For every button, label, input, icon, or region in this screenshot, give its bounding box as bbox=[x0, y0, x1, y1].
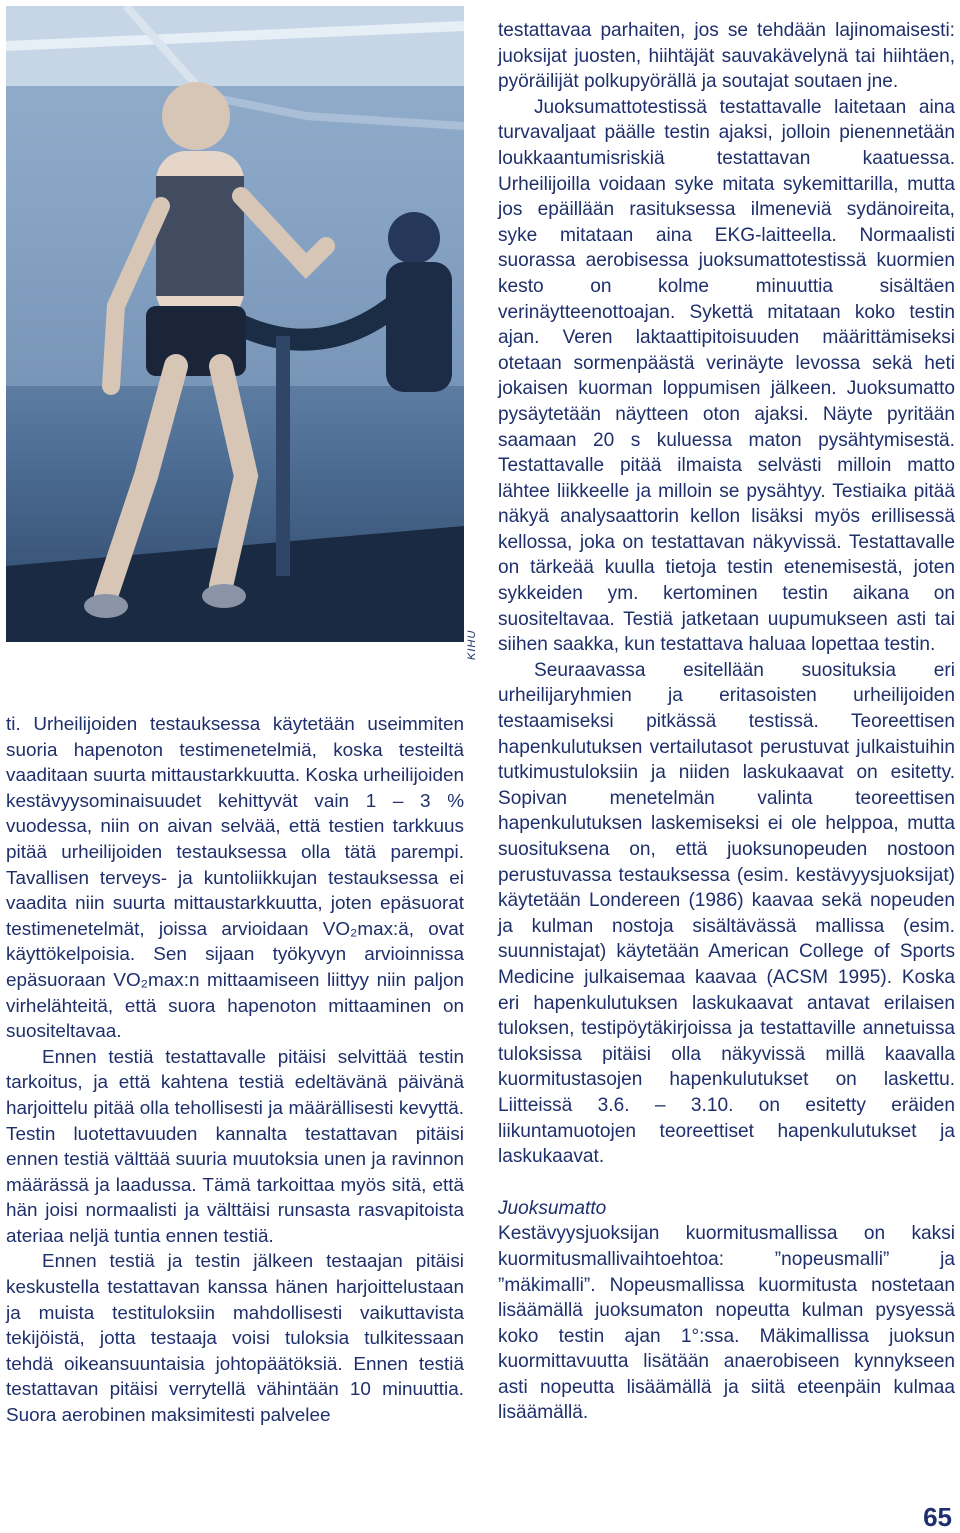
treadmill-test-photo bbox=[6, 6, 464, 642]
paragraph: testattavaa parhaiten, jos se tehdään lajinomaisesti: juoksijat juosten, hiihtäjät sauvakävelynä tai hiihtäen, pyöräilijät polkupyörällä ja soutajat soutaen jne. bbox=[498, 20, 955, 93]
section-subheading: Juoksumatto bbox=[498, 1197, 607, 1219]
paragraph: Ennen testiä testattavalle pitäisi selvittää testin tarkoitus, ja että kahtena testiä edeltävänä päivänä harjoittelu pitää olla tehollisesti ja määrällisesti kevyttä. Testin luotettavuuden kannalta testattavan pitäisi ennen testiä välttää suuria muutoksia unen ja ravinnon määrässä ja laadussa. Tämä tarkoittaa myös sitä, että hän joisi normaalisti ja välttäisi runsasta rasvapitoista ateriaa neljä tuntia ennen testiä. bbox=[6, 1046, 464, 1247]
paragraph: ti. Urheilijoiden testauksessa käytetään useimmiten suoria hapenoton testimenetelmiä, koska testeiltä vaaditaan suurta mittaustarkkuutta. Koska urheilijoiden kestävyysominaisuudet kehittyvät vain 1 – 3 % vuodessa, niin on aivan selvää, että testien tarkkuus pitää urheilijoiden testauksessa olla tätä parempi. Tavallisen terveys- ja kuntoliikkujan testauksessa ei vaadita niin suurta mittaustarkkuutta, joten epäsuorat testimenetelmät, joissa arvioidaan VO₂max:ä, ovat käyttökelpoisia. Sen sijaan työkyvyn arvioinnissa epäsuoraan VO₂max:n mittaamiseen liittyy niin paljon virhelähteitä, että suora hapenoton mittaaminen on suositeltavaa. bbox=[6, 714, 464, 1043]
paragraph: Juoksumattotestissä testattavalle laitetaan aina turvavaljaat päälle testin ajaksi, jolloin pienennetään loukkaantumisriskiä testattavan kaatuessa. Urheilijoilla voidaan syke mitata sykemittarilla, mutta jos epäillään rasituksessa ilmeneviä sydänoireita, syke mitataan aina EKG-laitteella. Normaalisti suorassa aerobisessa juoksumattotestissä kuormien kesto on kolme minuuttia sisältäen verinäytteenottoajan. Sykettä mitataan koko testin ajan. Veren laktaattipitoisuuden määrittämiseksi otetaan sormenpäästä verinäyte levossa sekä heti jokaisen kuorman loppumisen jälkeen. Juoksumatto pysäytetään näytteen oton ajaksi. Näyte pyritään saamaan 20 s kuluessa maton pysähtymisestä. Testattavalle pitää ilmaista selvästi milloin matto lähtee liikkeelle ja milloin se pysähtyy. Testiaika pitää näkyä analysaattorin kellon lisäksi myös erillisessä kellossa, joka on testattavan näkyvissä. Testattavalle on tärkeää kuulla tietoja testin etenemisestä, joten sykkeiden ym. kertominen testin aikana on suositeltavaa. Testiä jatketaan uupumukseen asti tai siihen saakka, kun testattava haluaa lopettaa testin. bbox=[498, 96, 955, 656]
photo-illustration bbox=[6, 6, 464, 642]
paragraph: Seuraavassa esitellään suosituksia eri urheilijaryhmien ja eritasoisten urheilijoiden testaamiseksi pitkässä testissä. Teoreettisen hapenkulutuksen vertailutasot perustuvat julkaistuihin tutkimustuloksiin ja niiden laskukaavat on esitetty. Sopivan menetelmän valinta teoreettisen hapenkulutuksen laskemiseksi ei ole helppoa, mutta suosituksena on, että juoksunopeuden nostoon perustuvassa testauksessa (esim. kestävyysjuoksijat) käytetään Londereen (1986) kaavaa sekä nopeuden ja kulman nostoja sisältävässä mallissa (esim. suunnistajat) käytetään American College of Sports Medicine julkaisemaa kaavaa (ACSM 1995). Koska eri hapenkulutuksen laskukaavat antavat erilaisen tuloksen, testipöytäkirjoissa ja testattaville annetuissa tuloksissa pitäisi olla näkyvissä millä kaavalla kuormitustasojen hapenkulutukset on laskettu. Liitteissä 3.6. – 3.10. on esitetty eräiden liikuntamuotojen teoreettiset hapenkulutukset ja laskukaavat. bbox=[498, 659, 955, 1168]
right-column-text bbox=[498, 18, 955, 1426]
photo-credit: KIHU bbox=[466, 629, 478, 660]
paragraph: Ennen testiä ja testin jälkeen testaajan pitäisi keskustella testattavan kanssa hänen harjoittelustaan ja muista testituloksiin mahdollisesti vaikuttavista tekijöistä, jotta testaaja voisi tuloksia tulkitessaan tehdä oikeansuuntaisia johtopäätöksiä. Ennen testiä testattavan pitäisi verrytellä vähintään 10 minuuttia. Suora aerobinen maksimitesti palvelee bbox=[6, 1251, 464, 1427]
page-number: 65 bbox=[923, 1502, 952, 1532]
left-column-text bbox=[6, 712, 464, 1429]
paragraph: Kestävyysjuoksijan kuormitusmallissa on kaksi kuormitusmallivaihtoehtoa: ”nopeusmalli” ja ”mäkimalli”. Nopeusmallissa kuormitusta nostetaan lisäämällä juoksumaton nopeutta kulman pysyessä koko testin ajan 1°:ssa. Mäkimallissa juoksun kuormittavuutta lisätään anaerobiseen kynnykseen asti nopeutta lisäämällä ja siitä eteenpäin kulmaa lisäämällä. bbox=[498, 1223, 955, 1424]
